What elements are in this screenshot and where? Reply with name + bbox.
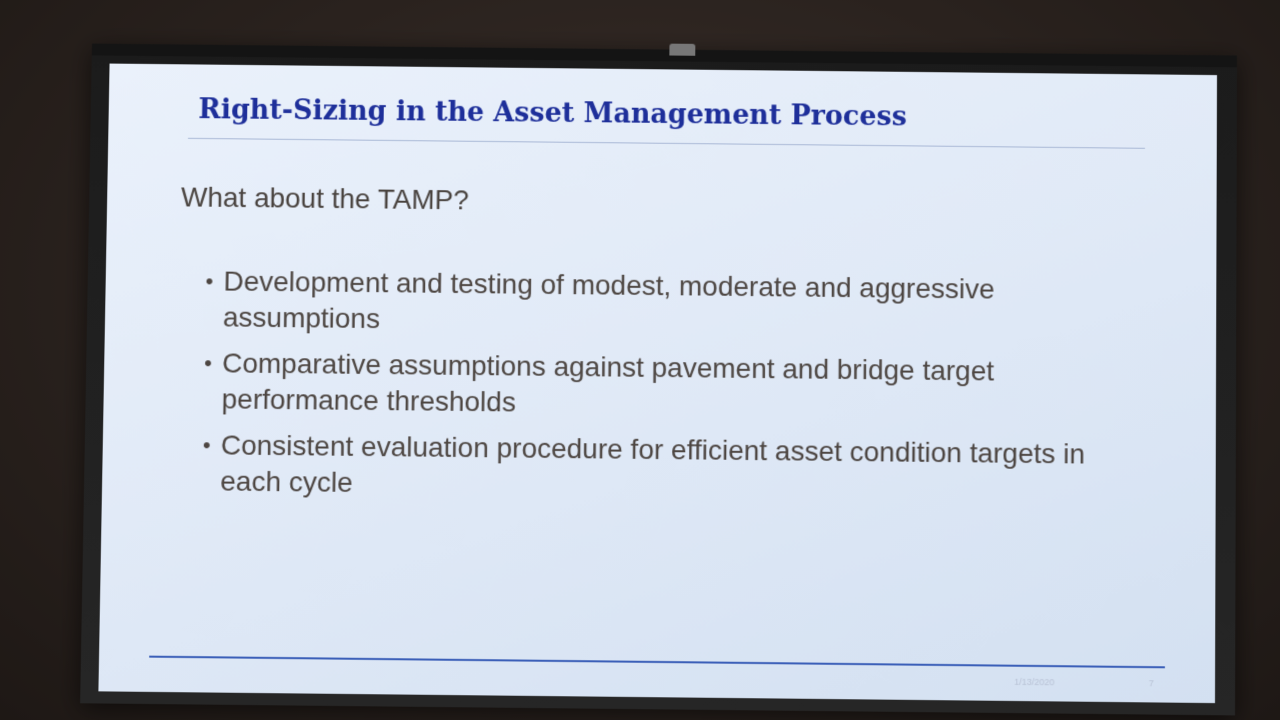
projected-slide [98, 64, 1217, 704]
footer-page-number: 7 [1148, 678, 1154, 689]
slide-intro-question: What about the TAMP? [180, 181, 469, 216]
bullet-item [205, 263, 1105, 344]
bullet-item [202, 427, 1104, 509]
footer-date: 1/13/2020 [1014, 676, 1055, 688]
bullet-text: Consistent evaluation procedure for efficient asset condition targets in each cycle [220, 429, 1086, 498]
footer-divider [149, 656, 1165, 669]
screen-top-bar [92, 44, 1237, 68]
bullet-icon: • [202, 432, 211, 458]
projector-screen [80, 44, 1237, 716]
bullet-text: Comparative assumptions against pavement and bridge target performance thresholds [221, 347, 995, 418]
slide-title: Right-Sizing in the Asset Management Process [198, 94, 907, 133]
bullet-icon: • [204, 350, 213, 376]
bullet-text: Development and testing of modest, moderate and aggressive assumptions [222, 265, 995, 335]
bullet-icon: • [205, 268, 214, 294]
bullet-list [202, 263, 1105, 518]
screen-mount [669, 44, 695, 56]
title-divider [188, 138, 1145, 149]
bullet-item [203, 345, 1104, 426]
